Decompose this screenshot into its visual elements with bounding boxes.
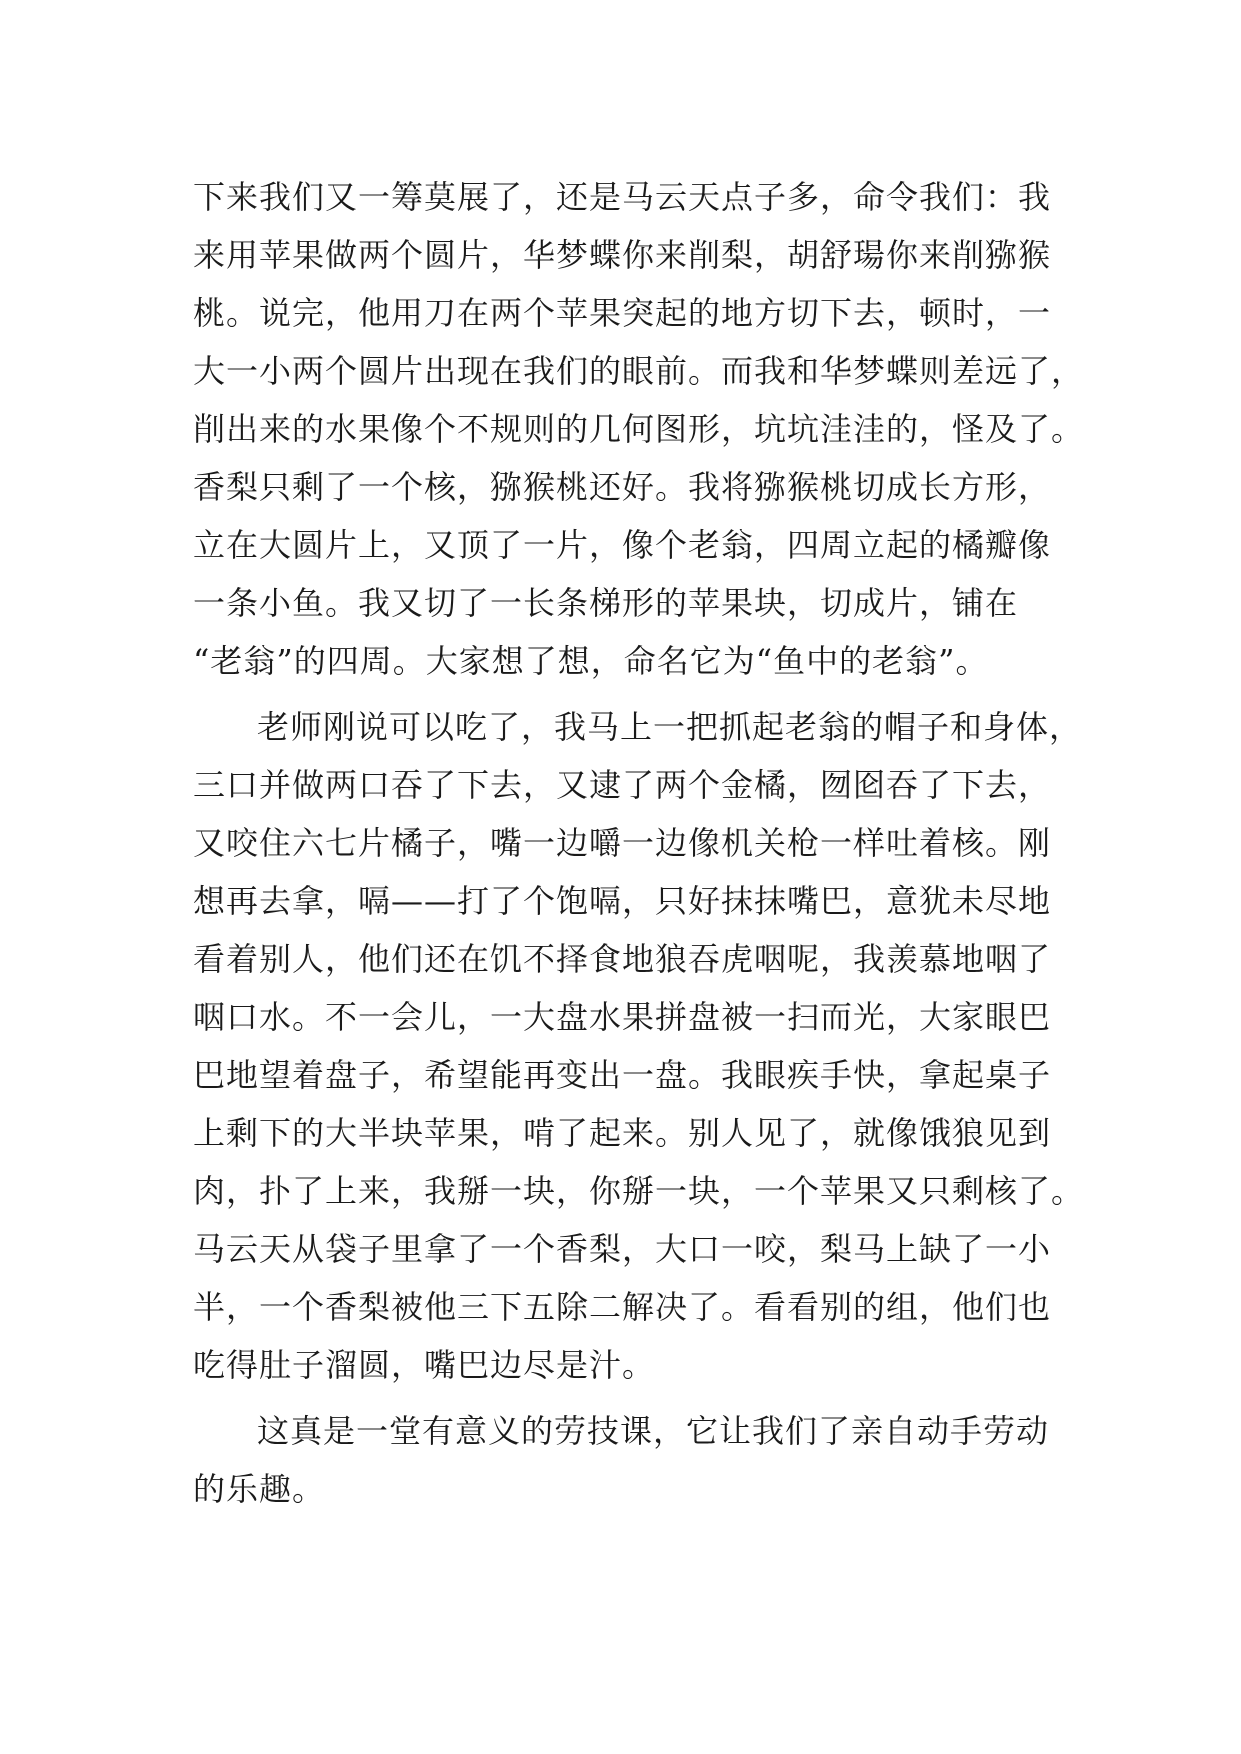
- text-line: 三口并做两口吞了下去，又逮了两个金橘，囫囵吞了下去，: [193, 766, 1052, 804]
- text-line: 桃。说完，他用刀在两个苹果突起的地方切下去，顿时，一: [193, 294, 1052, 332]
- text-line: 这真是一堂有意义的劳技课，它让我们了亲自动手劳动: [257, 1412, 1050, 1450]
- text-line: 巴地望着盘子，希望能再变出一盘。我眼疾手快，拿起桌子: [193, 1056, 1052, 1094]
- text-line: 又咬住六七片橘子，嘴一边嚼一边像机关枪一样吐着核。刚: [193, 824, 1052, 862]
- paragraph-gap: [193, 690, 1053, 698]
- text-line: 下来我们又一筹莫展了，还是马云天点子多，命令我们：我: [193, 178, 1052, 216]
- text-line: 的乐趣。: [193, 1470, 326, 1508]
- text-line: 大一小两个圆片出现在我们的眼前。而我和华梦蝶则差远了，: [193, 352, 1085, 390]
- paragraph-3: [193, 1402, 1053, 1518]
- text-line: 看着别人，他们还在饥不择食地狼吞虎咽呢，我羡慕地咽了: [193, 940, 1052, 978]
- text-line: 肉，扑了上来，我掰一块，你掰一块，一个苹果又只剩核了。: [193, 1172, 1085, 1210]
- paragraph-1: [193, 168, 1085, 690]
- text-line: 一条小鱼。我又切了一长条梯形的苹果块，切成片，铺在: [193, 584, 1019, 622]
- text-line: 吃得肚子溜圆，嘴巴边尽是汁。: [193, 1346, 656, 1384]
- paragraph-gap: [193, 1394, 1053, 1402]
- text-line: 想再去拿，嗝——打了个饱嗝，只好抹抹嘴巴，意犹未尽地: [193, 882, 1052, 920]
- text-line: 马云天从袋子里拿了一个香梨，大口一咬，梨马上缺了一小: [193, 1230, 1052, 1268]
- paragraph-2: [193, 698, 1085, 1394]
- text-line: 老师刚说可以吃了，我马上一把抓起老翁的帽子和身体，: [257, 708, 1083, 746]
- text-line: 来用苹果做两个圆片，华梦蝶你来削梨，胡舒瑒你来削猕猴: [193, 236, 1052, 274]
- text-line: 半，一个香梨被他三下五除二解决了。看看别的组，他们也: [193, 1288, 1052, 1326]
- article-body: [193, 168, 1085, 1518]
- text-line: 立在大圆片上，又顶了一片，像个老翁，四周立起的橘瓣像: [193, 526, 1052, 564]
- text-line: “老翁”的四周。大家想了想，命名它为“鱼中的老翁”。: [193, 642, 989, 680]
- text-line: 上剩下的大半块苹果，啃了起来。别人见了，就像饿狼见到: [193, 1114, 1052, 1152]
- text-line: 削出来的水果像个不规则的几何图形，坑坑洼洼的，怪及了。: [193, 410, 1085, 448]
- text-line: 香梨只剩了一个核，猕猴桃还好。我将猕猴桃切成长方形，: [193, 468, 1052, 506]
- text-line: 咽口水。不一会儿，一大盘水果拼盘被一扫而光，大家眼巴: [193, 998, 1052, 1036]
